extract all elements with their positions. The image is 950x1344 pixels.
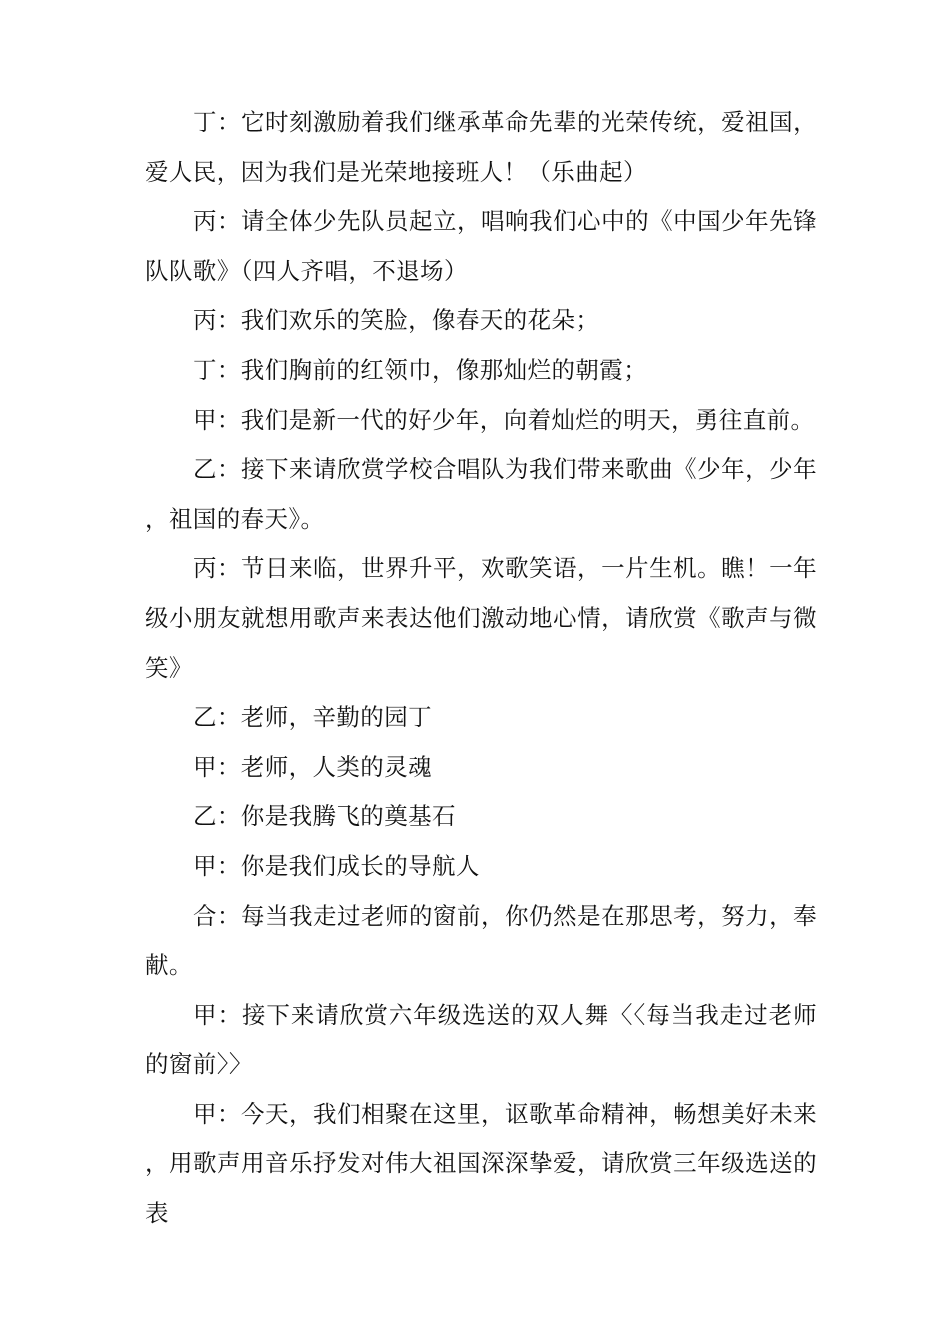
paragraph-10: 乙：你是我腾飞的奠基石 bbox=[193, 802, 456, 831]
paragraph-12: 合：每当我走过老师的窗前，你仍然是在那思考，努力，奉献。 bbox=[145, 901, 817, 980]
paragraph-4: 丁：我们胸前的红领巾，像那灿烂的朝霞； bbox=[193, 355, 648, 384]
paragraph-14: 甲：今天，我们相聚在这里，讴歌革命精神，畅想美好未来，用歌声用音乐抒发对伟大祖国深深挚爱，请欣赏三年级选送的表 bbox=[145, 1099, 817, 1228]
paragraph-8: 乙：老师，辛勤的园丁 bbox=[193, 703, 432, 732]
paragraph-5: 甲：我们是新一代的好少年，向着灿烂的明天，勇往直前。 bbox=[193, 405, 815, 434]
paragraph-2: 丙：请全体少先队员起立，唱响我们心中的《中国少年先锋队队歌》（四人齐唱，不退场） bbox=[145, 207, 817, 285]
paragraph-3: 丙：我们欢乐的笑脸，像春天的花朵； bbox=[193, 306, 600, 335]
paragraph-1: 丁：它时刻激励着我们继承革命先辈的光荣传统，爱祖国，爱人民，因为我们是光荣地接班人！（乐曲起） bbox=[145, 108, 817, 186]
paragraph-13: 甲：接下来请欣赏六年级选送的双人舞〈〈每当我走过老师的窗前〉〉 bbox=[145, 1000, 817, 1079]
document-page bbox=[145, 98, 817, 1239]
paragraph-11: 甲：你是我们成长的导航人 bbox=[193, 851, 480, 880]
paragraph-9: 甲：老师，人类的灵魂 bbox=[193, 752, 432, 781]
paragraph-7: 丙：节日来临，世界升平，欢歌笑语，一片生机。瞧！一年级小朋友就想用歌声来表达他们激动地心情，请欣赏《歌声与微笑》 bbox=[145, 554, 817, 682]
paragraph-6: 乙：接下来请欣赏学校合唱队为我们带来歌曲《少年，少年，祖国的春天》。 bbox=[145, 455, 817, 533]
